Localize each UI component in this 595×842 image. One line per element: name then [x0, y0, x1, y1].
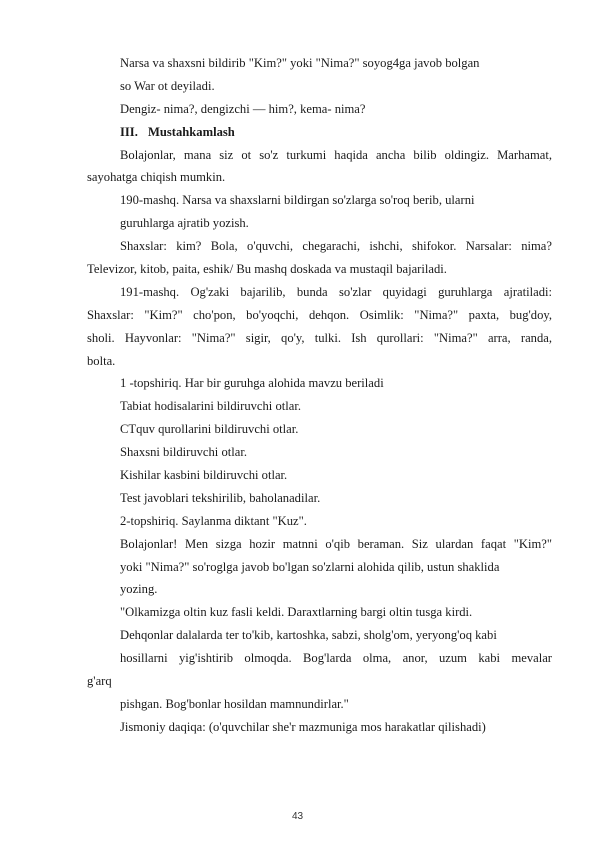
text-line: 191-mashq. Og'zaki bajarilib, bunda so'zlar quyidagi guruhlarga ajratiladi: [120, 284, 552, 299]
text-line: Dehqonlar dalalarda ter to'kib, kartoshka, sabzi, sholg'om, yeryong'oq kabi [120, 628, 497, 643]
text-line: sayohatga chiqish mumkin. [87, 170, 226, 185]
section-title: Mustahkamlash [148, 124, 235, 139]
text-line: yoki "Nima?" so'roglga javob bo'lgan so'zlarni alohida qilib, ustun shaklida [120, 559, 500, 574]
text-line: pishgan. Bog'bonlar hosildan mamnundirlar." [120, 696, 349, 711]
text-line: CTquv qurollarini bildiruvchi otlar. [120, 422, 299, 437]
text-line: "Olkamizga oltin kuz fasli keldi. Daraxtlarning bargi oltin tusga kirdi. [120, 605, 473, 620]
text-line: guruhlarga ajratib yozish. [120, 216, 249, 231]
text-line: Narsa va shaxsni bildirib "Kim?" yoki "Nima?" soyog4ga javob bolgan [120, 56, 480, 70]
text-line: bolta. [87, 353, 116, 368]
text-body [87, 52, 552, 739]
text-line: Televizor, kitob, paita, eshik/ Bu mashq doskada va mustaqil bajariladi. [87, 262, 447, 277]
text-line: yozing. [120, 582, 158, 597]
text-line: Kishilar kasbini bildiruvchi otlar. [120, 468, 288, 483]
text-line: 2-topshiriq. Saylanma diktant "Kuz". [120, 513, 307, 528]
text-line: Bolajonlar! Men sizga hozir matnni o'qib beraman. Siz ulardan faqat "Kim?" [120, 536, 552, 551]
text-line: Shaxslar: "Kim?" cho'pon, bo'yoqchi, dehqon. Osimlik: "Nima?" paxta, bug'doy, [87, 307, 552, 322]
text-line: Shaxslar: kim? Bola, o'quvchi, chegarachi, ishchi, shifokor. Narsalar: nima? [120, 239, 552, 254]
text-line: g'arq [87, 674, 112, 689]
text-line: so War ot deyiladi. [120, 78, 215, 93]
text-line: Test javoblari tekshirilib, baholanadilar. [120, 490, 321, 505]
section-heading [87, 121, 552, 144]
text-line: Dengiz- nima?, dengizchi — him?, kema- nima? [120, 101, 366, 116]
section-number: III. [120, 124, 138, 139]
text-line: hosillarni yig'ishtirib olmoqda. Bog'larda olma, anor, uzum kabi mevalar [120, 651, 552, 666]
text-line: Tabiat hodisalarini bildiruvchi otlar. [120, 399, 301, 414]
text-line: 1 -topshiriq. Har bir guruhga alohida mavzu beriladi [120, 376, 384, 391]
text-line: Bolajonlar, mana siz ot so'z turkumi haqida ancha bilib oldingiz. Marhamat, [120, 147, 552, 162]
text-line: Shaxsni bildiruvchi otlar. [120, 445, 247, 460]
text-line: Jismoniy daqiqa: (o'quvchilar she'r mazmuniga mos harakatlar qilishadi) [120, 719, 486, 734]
text-line: sholi. Hayvonlar: "Nima?" sigir, qo'y, tulki. Ish qurollari: "Nima?" arra, randa, [87, 330, 552, 345]
text-line: 190-mashq. Narsa va shaxslarni bildirgan so'zlarga so'roq berib, ularni [120, 193, 475, 208]
page-number: 43 [291, 811, 304, 822]
